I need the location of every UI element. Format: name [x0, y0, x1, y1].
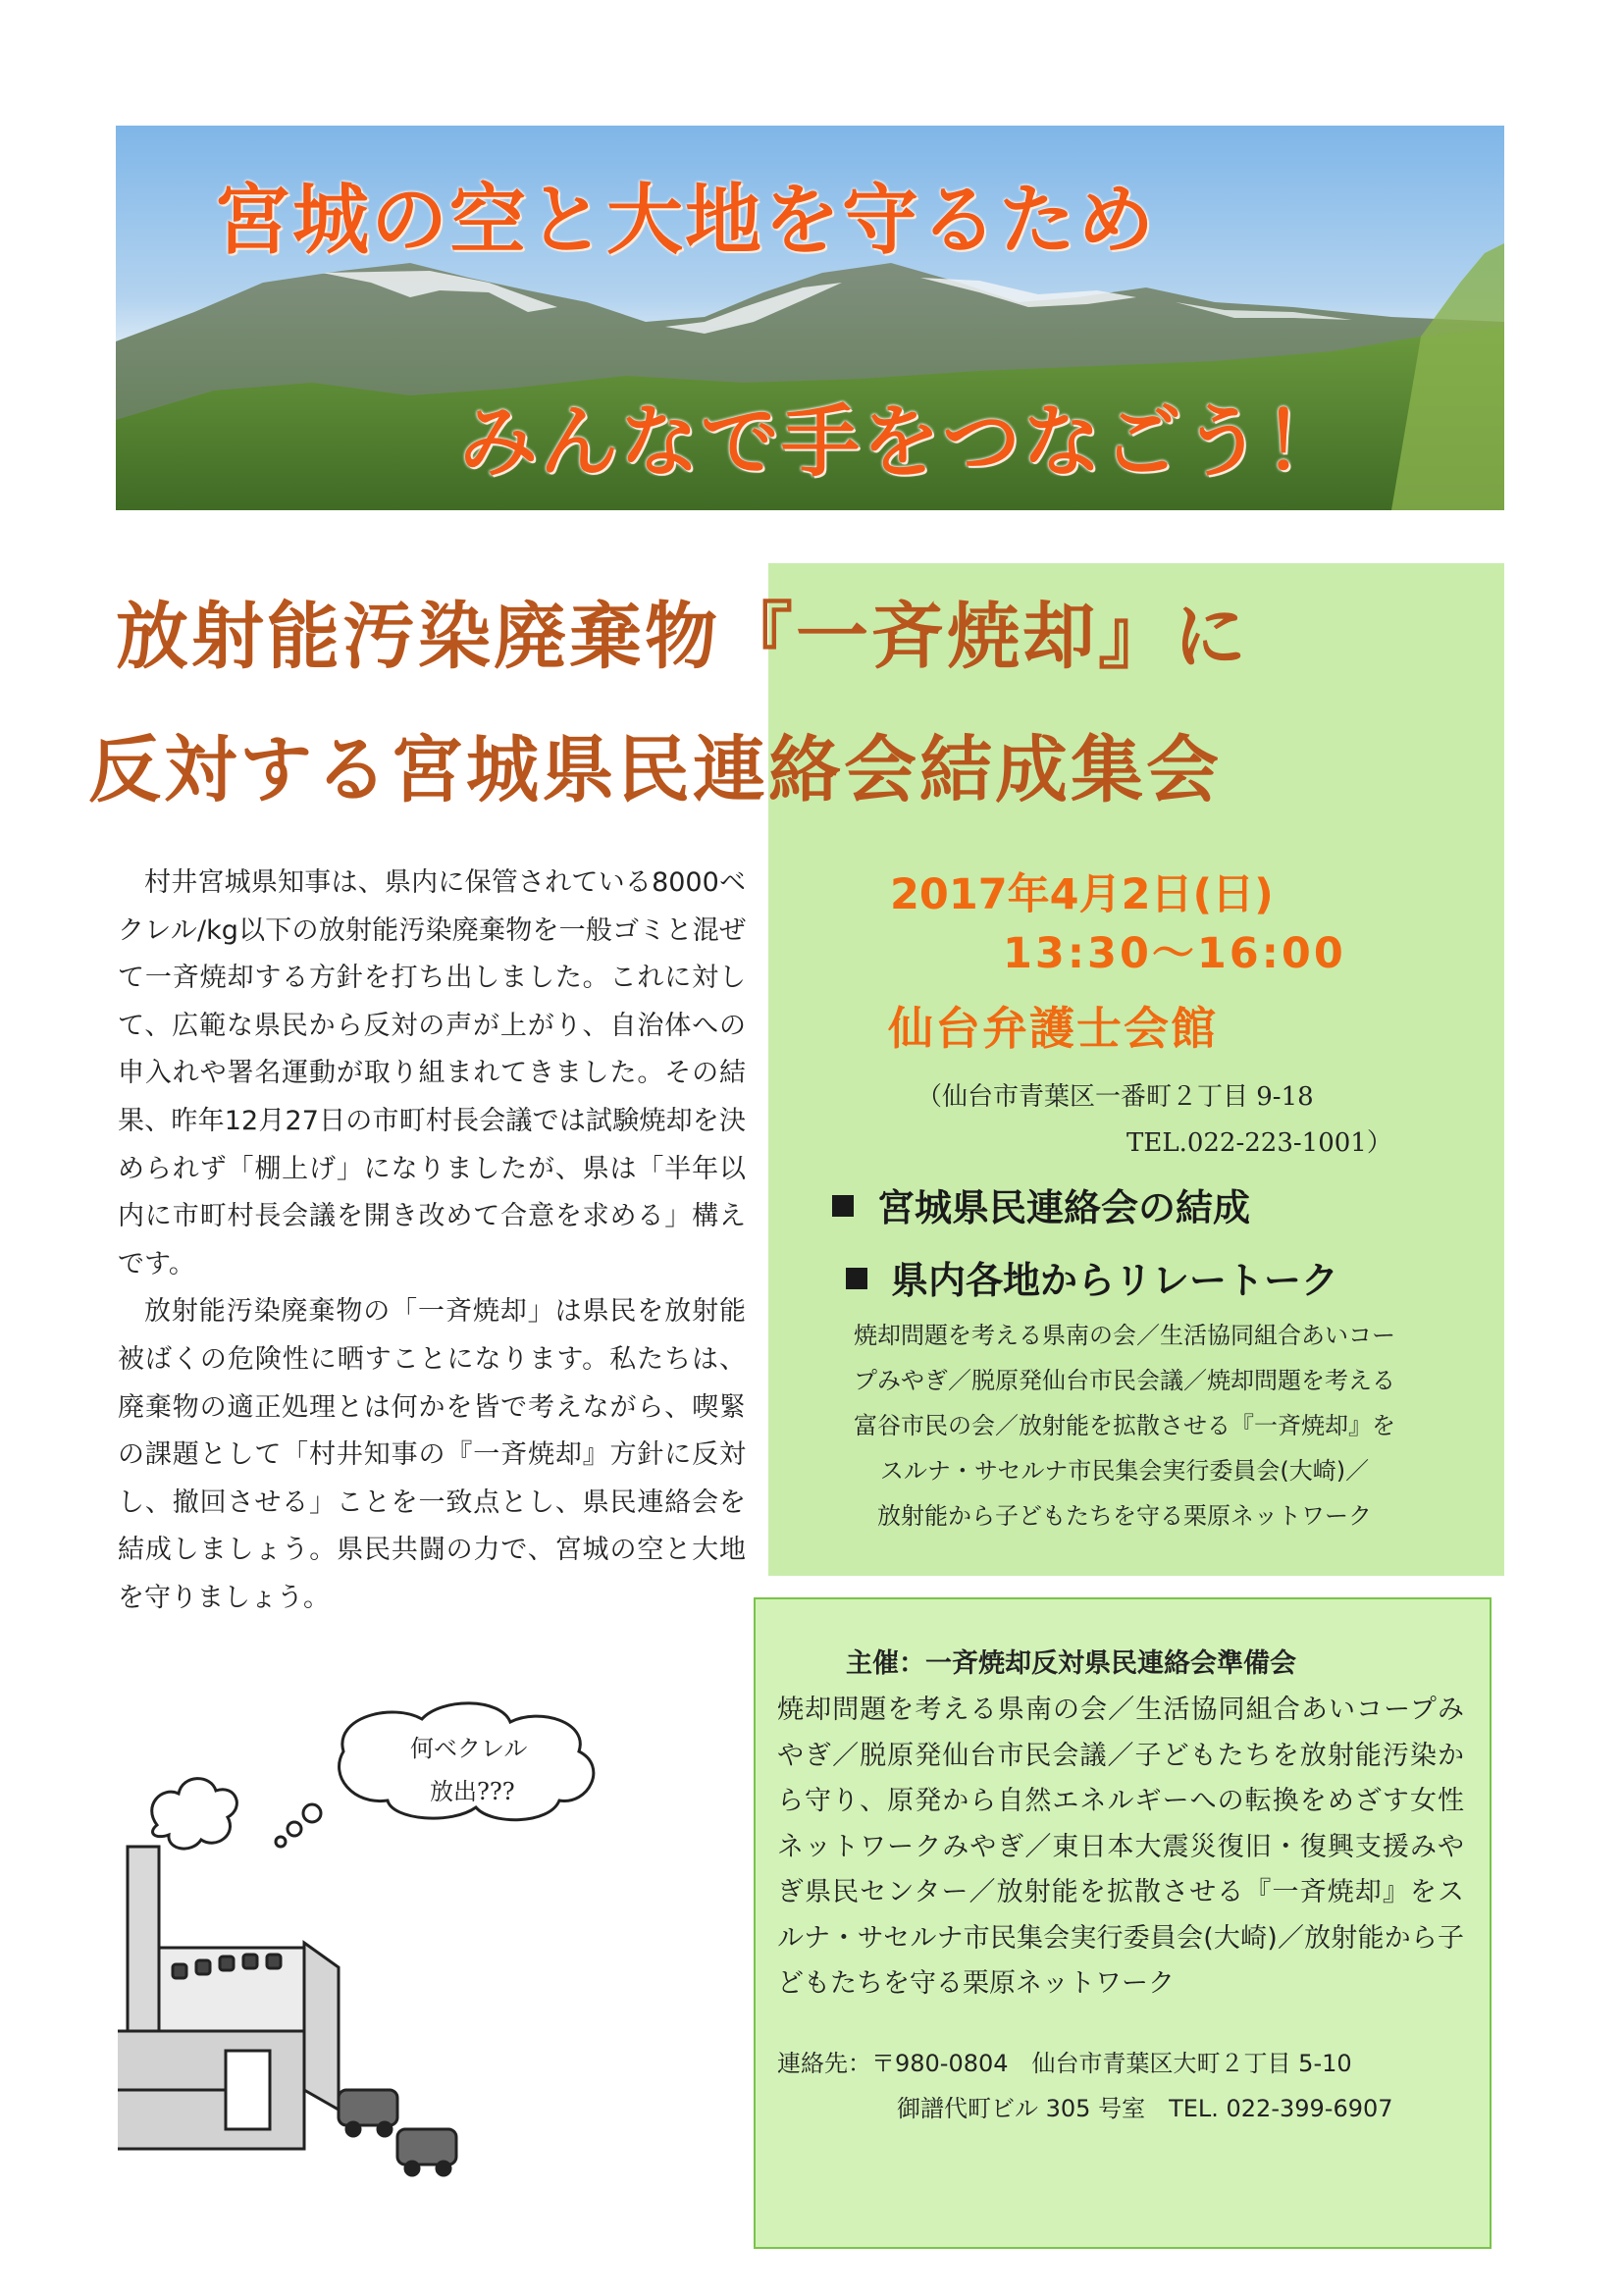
truck-2	[397, 2129, 456, 2175]
banner-slogan-2: みんなで手をつなごう！	[459, 396, 1344, 488]
square-bullet-icon	[846, 1268, 867, 1289]
body-text	[118, 860, 746, 1623]
main-title-line-2: 反対する宮城県民連絡会結成集会	[88, 728, 1222, 812]
body-paragraph-1: 村井宮城県知事は、県内に保管されている8000ベクレル/kg以下の放射能汚染廃棄物を一般ゴミと混ぜて一斉焼却する方針を打ち出しました。これに対して、広範な県民から反対の声が上がり、自治体への申入れや署名運動が取り組まれてきました。その結果、昨年12月27日の市町村長会議では試験焼却を決められず「棚上げ」になりましたが、県は「半年以内に市町村長会議を開き改めて合意を求める」構えです。	[118, 867, 746, 1279]
program-item-2-label: 県内各地からリレートーク	[891, 1259, 1339, 1302]
bubble-text-line-2: 放出???	[430, 1778, 515, 1805]
truck-1	[339, 2090, 397, 2136]
smoke-cloud	[152, 1779, 237, 1849]
relay-org-line: 富谷市民の会／放射能を拡散させる『一斉焼却』を	[854, 1412, 1395, 1439]
program-item-1-label: 宮城県民連絡会の結成	[877, 1186, 1251, 1229]
body-paragraph-2: 放射能汚染廃棄物の「一斉焼却」は県民を放射能被ばくの危険性に晒すことになります。私たちは、廃棄物の適正処理とは何かを皆で考えながら、喫緊の課題として「村井知事の『一斉焼却』方針に反対し、撤回させる」ことを一致点とし、県民連絡会を結成しましょう。県民共闘の力で、宮城の空と大地を守りましょう。	[118, 1296, 746, 1613]
relay-org-line: 焼却問題を考える県南の会／生活協同組合あいコー	[854, 1322, 1395, 1349]
square-bullet-icon	[832, 1195, 854, 1217]
hero-banner	[116, 126, 1504, 510]
event-address: （仙台市青葉区一番町２丁目 9-18	[916, 1082, 1314, 1112]
contact-building-tel: 御譜代町ビル 305 号室 TEL. 022-399-6907	[897, 2095, 1393, 2122]
event-time: 13:30～16:00	[1003, 929, 1346, 978]
relay-org-line: スルナ・サセルナ市民集会実行委員会(大崎)／	[879, 1457, 1370, 1485]
sponsor-organizations: 焼却問題を考える県南の会／生活協同組合あいコープみやぎ／脱原発仙台市民会議／子どもたちを放射能汚染から守り、原発から自然エネルギーへの転換をめざす女性ネットワークみやぎ／東日本大震災復旧・復興支援みやぎ県民センター／放射能を拡散させる『一斉焼却』をスルナ・サセルナ市民集会実行委員会(大崎)／放射能から子どもたちを守る栗原ネットワーク	[777, 1695, 1464, 1999]
event-venue: 仙台弁護士会館	[888, 1002, 1218, 1055]
program-item-2	[846, 1250, 1338, 1304]
relay-talk-organizations	[811, 1313, 1439, 1539]
factory-illustration	[118, 1697, 726, 2227]
contact-address: 連絡先：〒980-0804 仙台市青葉区大町２丁目 5-10	[777, 2050, 1352, 2077]
program-item-1	[832, 1177, 1250, 1231]
sponsor-heading: 主催：一斉焼却反対県民連絡会準備会	[846, 1648, 1296, 1679]
main-title-line-1: 放射能汚染廃棄物『一斉焼却』に	[116, 595, 1249, 679]
event-tel: TEL.022-223-1001）	[1126, 1128, 1392, 1158]
event-date: 2017年4月2日(日)	[890, 870, 1274, 919]
banner-slogan-1: 宮城の空と大地を守るため	[214, 177, 1157, 265]
relay-org-line: プみやぎ／脱原発仙台市民会議／焼却問題を考える	[854, 1367, 1395, 1394]
bubble-text-line-1: 何ベクレル	[410, 1735, 528, 1762]
relay-org-line: 放射能から子どもたちを守る栗原ネットワーク	[877, 1502, 1372, 1530]
